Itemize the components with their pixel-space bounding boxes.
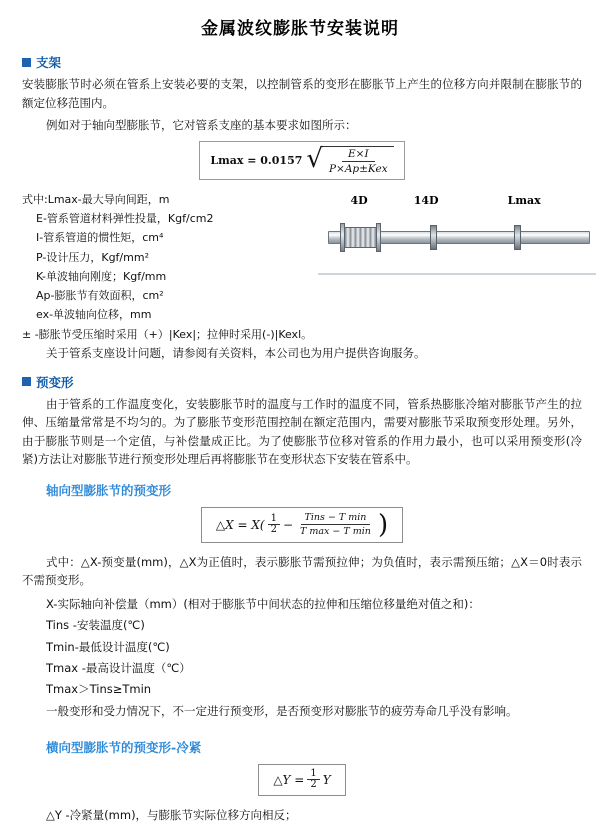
axial-note: 一般变形和受力情况下，不一定进行预变形，是否预变形对膨胀节的疲劳寿命几乎没有影响。: [46, 704, 518, 719]
list-item: X-实际轴向补偿量（mm）(相对于膨胀节中间状态的拉伸和压缩位移量绝对值之和)：: [46, 597, 480, 612]
document-body: [0, 53, 600, 825]
axial-explain: 式中：△X-预变量(mm)，△X为正值时，表示膨胀节需预拉伸；为负值时，表示需预压缩；△X＝0时表示不需预变形。: [22, 554, 582, 588]
lateral-note: △Y -冷紧量(mm)，与膨胀节实际位移方向相反；: [46, 807, 297, 822]
section-heading-support: [22, 53, 582, 71]
formula-axial-den: T max − T min: [300, 526, 371, 538]
formula-axial-half: [268, 514, 280, 536]
formula-axial-half-bottom: 2: [270, 524, 277, 536]
formula-axial-predeform: [22, 507, 582, 543]
document-page: [0, 14, 600, 822]
legend-figure-row: [22, 190, 582, 344]
support-paragraph-1: 安装膨胀节时必须在管系上安装必要的支架，以控制管系的变形在膨胀节上产生的位移方向并限制在膨胀节的额定位移范围内。: [22, 77, 582, 110]
anchor-support-icon: [322, 257, 348, 273]
predeform-paragraph: 由于管系的工作温度变化，安装膨胀节时的温度与工作时的温度不同，管系热膨胀冷缩对膨胀节产生的拉伸、压缩量常常是不均匀的。为了膨胀节变形范围控制在额定范围内，需要对膨胀节采取预变形处理。另外，由于膨胀节则是一个定值，与补偿量成正比。为了使膨胀节位移对管系的作用力最小，也可以采用预变形(冷紧)方法让对膨胀节进行预变形处理后再将膨胀节在变形状态下安装在管系中。: [22, 396, 582, 467]
support-paragraph-2: 例如对于轴向型膨胀节，它对管系支座的基本要求如图所示：: [46, 118, 357, 133]
bellows-expansion-joint-icon: [344, 227, 378, 248]
list-item: Tmax -最高设计温度（℃）: [46, 660, 191, 675]
formula-axial-minus: −: [282, 517, 294, 532]
square-bullet-icon: [22, 377, 31, 386]
formula-lmax-numerator: E×I: [342, 148, 375, 162]
anchor-support-icon: [388, 257, 414, 273]
subsection-heading-lateral: 横向型膨胀节的预变形-冷紧: [46, 739, 202, 755]
legend-list: [22, 190, 312, 344]
formula-axial-fraction: [296, 512, 375, 538]
list-item: Tmin-最低设计温度(℃): [46, 639, 170, 654]
figure-label-lmax: Lmax: [507, 193, 541, 207]
legend-item: E-管系管道材料弹性投量，Kgf/cm2: [36, 212, 214, 226]
legend-item: ± -膨胀节受压缩时采用（+）|Kex|；拉伸时采用(-)|Kexl。: [22, 327, 313, 341]
formula-lateral-box: [258, 764, 345, 796]
figure-drawing: [318, 209, 596, 277]
subsection-heading-axial: 轴向型膨胀节的预变形: [46, 483, 172, 498]
square-bullet-icon: [22, 58, 31, 67]
section-heading-predeform: [22, 373, 582, 391]
formula-lateral-half-bottom: 2: [310, 779, 317, 791]
figure-dimension-labels: [318, 194, 596, 207]
section-heading-support-label: 支架: [36, 55, 62, 70]
list-item: Tins -安装温度(℃): [46, 618, 145, 633]
formula-lateral-coldpull: [22, 764, 582, 796]
anchor-support-icon: [568, 257, 594, 273]
list-item: Tmax＞Tins≥Tmin: [46, 682, 152, 697]
anchor-support-icon: [504, 257, 530, 273]
formula-lateral-half-top: 1: [307, 769, 319, 781]
bellow-flange-right-icon: [376, 223, 381, 252]
formula-lateral-rhs: Y: [322, 772, 331, 787]
support-note: 关于管系支座设计问题，请参阅有关资料，本公司也为用户提供咨询服务。: [46, 345, 426, 360]
axial-variable-list: [22, 594, 582, 700]
sqrt-icon: √ $\frac{E\times I}{\text{P×Ap±Kex}}$: [306, 146, 393, 175]
formula-lmax-box: [199, 141, 404, 180]
legend-item: I-管系管道的惯性矩，cm⁴: [36, 231, 164, 245]
formula-lmax-fraction: [323, 146, 394, 175]
figure-label-14d: 14D: [413, 193, 439, 207]
formula-axial-rhs: ): [377, 509, 389, 540]
guide-support-icon: [514, 225, 521, 250]
ground-line: [318, 273, 596, 275]
formula-axial-num: Tins − T min: [301, 512, 371, 525]
legend-item: K-单波轴向刚度；Kgf/mm: [36, 269, 167, 283]
formula-axial-half-top: 1: [268, 514, 280, 526]
formula-axial-box: [201, 507, 403, 543]
piping-diagram: [318, 190, 596, 277]
formula-lateral-lhs: △Y =: [273, 772, 305, 787]
legend-item: ex-单波轴向位移，mm: [36, 308, 152, 322]
section-heading-predeform-label: 预变形: [36, 374, 74, 390]
legend-item: 式中:Lmax-最大导向间距，m: [22, 192, 170, 206]
formula-axial-lhs: △X = X(: [215, 517, 265, 532]
formula-lmax-denominator: P×Ap±Kex: [328, 162, 388, 175]
formula-lmax: [22, 141, 582, 180]
formula-lateral-half: [307, 769, 319, 791]
anchor-support-icon: [420, 257, 446, 273]
page-title: 金属波纹膨胀节安装说明: [201, 19, 399, 39]
guide-support-icon: [430, 225, 437, 250]
legend-item: Ap-膨胀节有效面积，cm²: [36, 289, 164, 303]
figure-label-4d: 4D: [350, 193, 368, 207]
formula-lmax-lhs: Lmax = 0.0157: [210, 153, 303, 167]
legend-item: P-设计压力，Kgf/mm²: [36, 250, 149, 264]
